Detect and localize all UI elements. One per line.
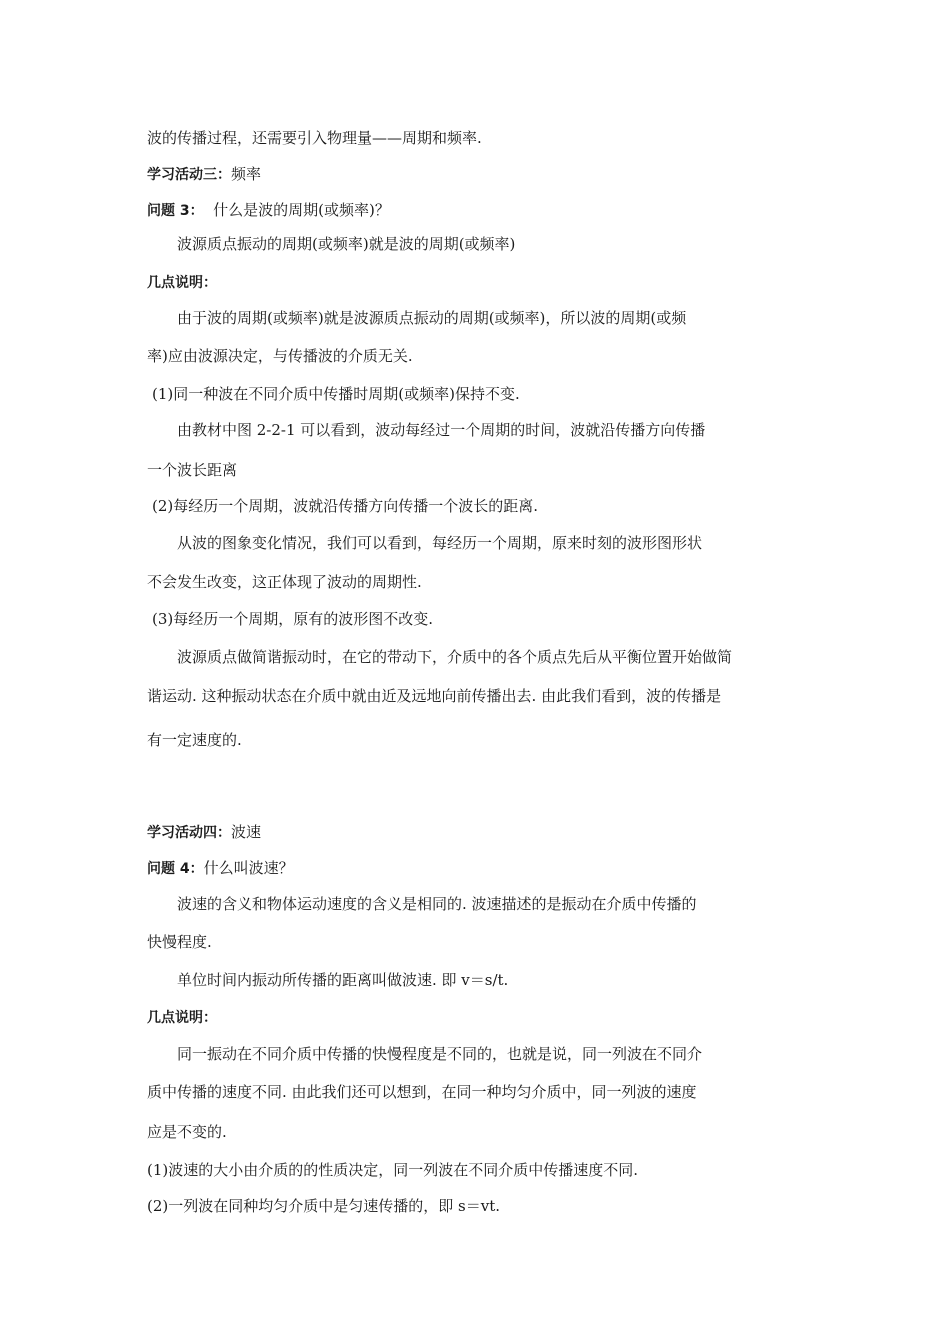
text-line: 波速的含义和物体运动速度的含义是相同的. 波速描述的是振动在介质中传播的 <box>177 895 697 913</box>
list-item: (2)一列波在同种均匀介质中是匀速传播的，即 s＝vt. <box>147 1197 500 1215</box>
notes-heading: 几点说明： <box>147 1010 217 1026</box>
text-line: 率)应由波源决定，与传播波的介质无关. <box>147 347 413 365</box>
section-heading: 学习活动三：频率 <box>147 165 262 183</box>
text-line: 谐运动. 这种振动状态在介质中就由近及远地向前传播出去. 由此我们看到，波的传播是 <box>147 687 722 705</box>
text-line: 同一振动在不同介质中传播的快慢程度是不同的，也就是说，同一列波在不同介 <box>177 1045 703 1063</box>
text-line: 一个波长距离 <box>147 461 238 479</box>
list-item: (1)波速的大小由介质的的性质决定，同一列波在不同介质中传播速度不同. <box>147 1161 639 1179</box>
text-line: 波源质点振动的周期(或频率)就是波的周期(或频率) <box>177 235 516 253</box>
text-line: 有一定速度的. <box>147 731 242 749</box>
list-item: (3)每经历一个周期，原有的波形图不改变. <box>152 610 434 628</box>
list-item: (1)同一种波在不同介质中传播时周期(或频率)保持不变. <box>152 385 520 403</box>
question-line: 问题 3： 什么是波的周期(或频率)？ <box>147 201 390 219</box>
section-heading: 学习活动四：波速 <box>147 823 262 841</box>
text-line: 由于波的周期(或频率)就是波源质点振动的周期(或频率)，所以波的周期(或频 <box>177 309 687 327</box>
text-line: 质中传播的速度不同. 由此我们还可以想到，在同一种均匀介质中，同一列波的速度 <box>147 1083 697 1101</box>
text-line: 单位时间内振动所传播的距离叫做波速. 即 v＝s/t. <box>177 971 509 989</box>
text-line: 由教材中图 2-2-1 可以看到，波动每经过一个周期的时间，波就沿传播方向传播 <box>177 421 706 439</box>
text-line: 应是不变的. <box>147 1123 227 1141</box>
notes-heading: 几点说明： <box>147 275 217 291</box>
text-line: 从波的图象变化情况，我们可以看到，每经历一个周期，原来时刻的波形图形状 <box>177 534 703 552</box>
list-item: (2)每经历一个周期，波就沿传播方向传播一个波长的距离. <box>152 497 539 515</box>
text-line: 快慢程度. <box>147 933 212 951</box>
text-line: 不会发生改变，这正体现了波动的周期性. <box>147 573 422 591</box>
text-line: 波源质点做简谐振动时，在它的带动下，介质中的各个质点先后从平衡位置开始做简 <box>177 648 733 666</box>
text-line: 波的传播过程，还需要引入物理量——周期和频率. <box>147 129 482 147</box>
question-line: 问题 4：什么叫波速？ <box>147 859 294 877</box>
